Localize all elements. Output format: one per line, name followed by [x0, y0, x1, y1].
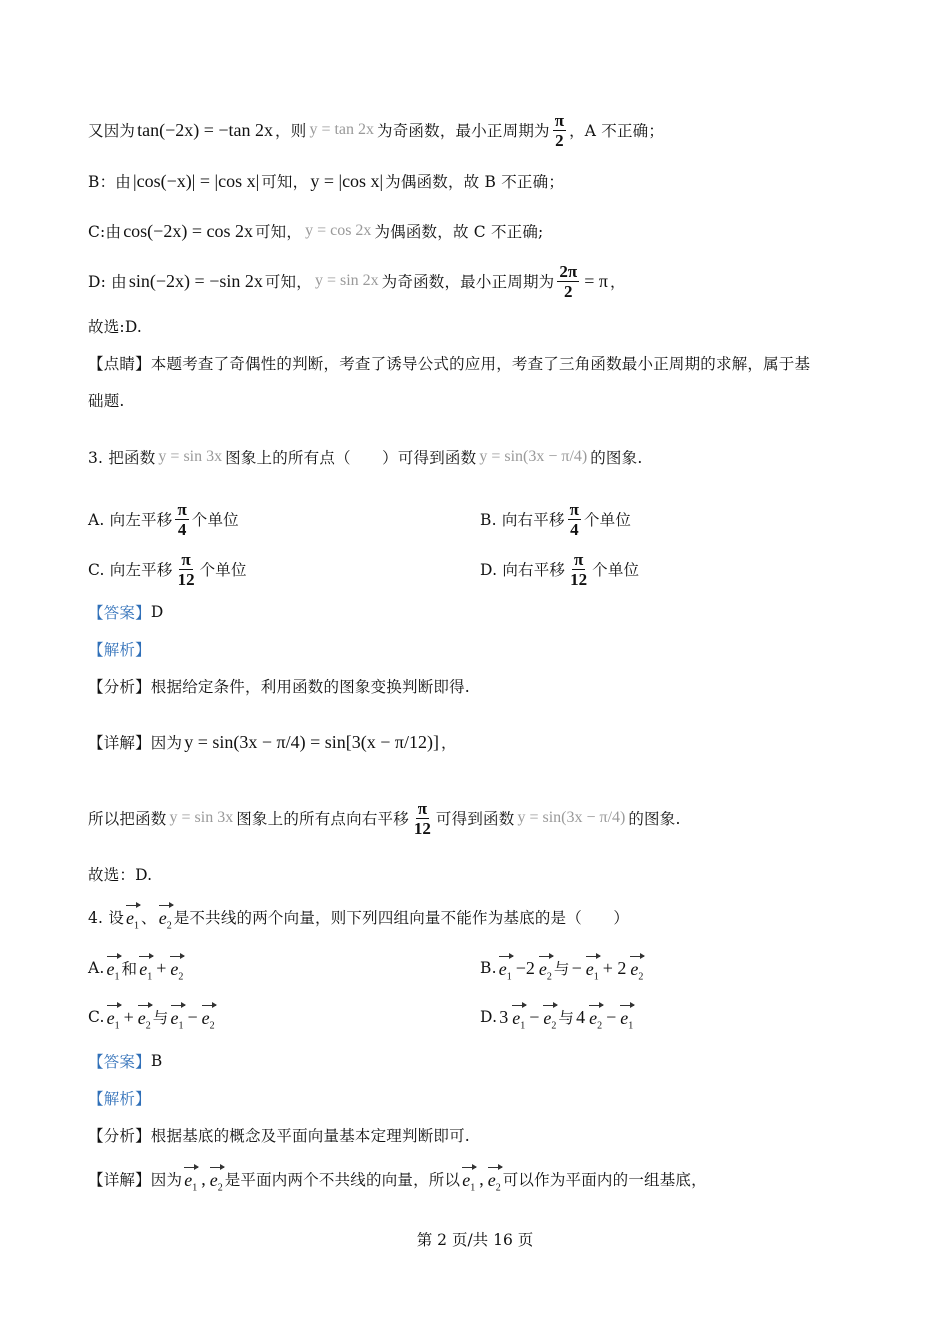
text-run: 为偶函数，故 C 不正确; — [374, 223, 544, 241]
section-label: 【答案】 — [88, 1053, 151, 1071]
vector-subscript: 2 — [217, 1182, 223, 1194]
math-expression: + — [156, 957, 167, 978]
vector-symbol: $e_2$ — [202, 1002, 215, 1032]
text-run: 是不共线的两个向量，则下列四组向量不能作为基底的是（ ） — [173, 909, 630, 927]
math-expression: , — [479, 1168, 484, 1189]
vector-symbol: $e_1$ — [107, 1002, 120, 1032]
vector-symbol: $e_2$ — [630, 953, 643, 983]
text-run: D: 由 — [88, 273, 127, 291]
page-footer: 第 2 页/共 16 页 — [416, 1231, 534, 1249]
text-line — [88, 948, 868, 988]
option-left — [88, 499, 239, 539]
text-run: ， — [440, 734, 457, 752]
text-run: 个单位 — [583, 511, 632, 529]
text-run: 故选：D. — [88, 866, 153, 884]
vector-subscript: 1 — [192, 1182, 198, 1194]
vector-subscript: 1 — [147, 971, 153, 983]
text-run: D — [150, 603, 164, 621]
math-expression: y = sin(3x − π/4) = sin[3(x − π/12)] — [184, 731, 439, 752]
text-run: 【分析】根据基底的概念及平面向量基本定理判断即可. — [88, 1127, 470, 1145]
text-line — [88, 110, 664, 150]
math-expression: y = |cos x| — [310, 170, 384, 191]
vector-subscript: 2 — [638, 971, 644, 983]
vector-symbol: $e_2$ — [543, 1002, 556, 1032]
vector-symbol: $e_2$ — [210, 1164, 223, 1194]
text-run: 可知， — [264, 273, 312, 291]
math-expression: sin(−2x) = −sin 2x — [128, 270, 263, 291]
vector-symbol: $e_2$ — [539, 953, 552, 983]
text-run: 4. 设 — [88, 909, 125, 927]
fraction-numerator: π — [417, 798, 428, 818]
vector-symbol: $e_2$ — [159, 902, 172, 932]
text-run: B — [150, 1052, 163, 1070]
fraction — [412, 799, 433, 838]
text-run: 【点睛】本题考查了奇偶性的判断，考查了诱导公式的应用，考查了三角函数最小正周期的求解，属于基 — [88, 355, 811, 373]
vector-symbol: $e_1$ — [139, 953, 152, 983]
text-line — [88, 161, 564, 201]
text-line — [88, 798, 681, 838]
option-right — [480, 499, 631, 539]
text-line — [88, 211, 543, 251]
fraction — [568, 500, 581, 539]
math-expression: + 2 — [602, 957, 627, 978]
vector-subscript: 1 — [114, 1020, 120, 1032]
text-run: 与 — [558, 1009, 575, 1027]
fraction-numerator: π — [569, 499, 579, 519]
fraction — [568, 550, 589, 589]
fraction-denominator: 12 — [177, 569, 195, 589]
text-run: 可知， — [261, 173, 309, 191]
text-line — [88, 897, 629, 937]
text-run: D. — [480, 1008, 498, 1026]
math-expression: + — [123, 1006, 134, 1027]
fraction-numerator: π — [554, 110, 565, 130]
text-line — [88, 1041, 162, 1081]
text-line — [88, 1115, 470, 1155]
text-line — [88, 380, 125, 420]
option-right — [480, 948, 645, 988]
vector-symbol: $e_2$ — [488, 1164, 501, 1194]
text-run: 可得到函数 — [435, 810, 515, 828]
vector-subscript: 2 — [178, 971, 184, 983]
text-run: 可知， — [254, 223, 303, 241]
text-run: ， — [609, 273, 626, 291]
fraction-numerator: π — [573, 549, 584, 569]
text-line — [88, 854, 152, 894]
text-line — [88, 1078, 151, 1118]
text-run: 【详解】因为 — [88, 1171, 183, 1189]
text-run: 与 — [152, 1009, 169, 1027]
math-expression: 3 — [499, 1006, 509, 1027]
vector-subscript: 1 — [506, 971, 512, 983]
text-run: 、 — [141, 909, 157, 927]
text-run: 【分析】根据给定条件，利用函数的图象变换判断即得. — [88, 678, 470, 696]
math-expression-image: y = sin 3x — [158, 448, 223, 465]
vector-symbol: $e_1$ — [512, 1002, 525, 1032]
vector-subscript: 1 — [114, 971, 120, 983]
text-line — [88, 722, 457, 762]
vector-subscript: 1 — [178, 1020, 184, 1032]
option-right — [480, 997, 635, 1037]
vector-subscript: 1 — [593, 971, 599, 983]
vector-subscript: 2 — [166, 920, 172, 932]
math-expression: tan(−2x) = −tan 2x — [137, 119, 274, 140]
fraction — [175, 500, 188, 539]
text-line — [88, 306, 142, 346]
text-run: 为奇函数，最小正周期为 — [377, 122, 550, 140]
text-run: C. — [88, 1008, 105, 1026]
text-run: 个单位 — [191, 511, 239, 529]
text-line — [88, 499, 868, 539]
text-run: D. 向右平移 — [480, 561, 566, 579]
math-expression: − — [529, 1006, 540, 1027]
option-left — [88, 948, 185, 988]
text-line — [88, 437, 642, 477]
text-run: 3. 把函数 — [88, 449, 156, 467]
text-run: 故选:D. — [88, 318, 143, 336]
fraction-denominator: 4 — [570, 519, 579, 539]
fraction-denominator: 12 — [570, 569, 588, 589]
text-run: 是平面内两个不共线的向量，所以 — [224, 1171, 461, 1189]
vector-symbol: $e_1$ — [126, 902, 139, 932]
math-expression-image: y = sin 3x — [169, 809, 234, 826]
vector-symbol: $e_1$ — [586, 953, 599, 983]
section-label: 【答案】 — [88, 604, 151, 622]
text-run: 又因为 — [88, 122, 136, 140]
text-run: 个单位 — [592, 561, 640, 579]
vector-subscript: 2 — [209, 1020, 215, 1032]
vector-subscript: 2 — [551, 1020, 557, 1032]
vector-subscript: 1 — [628, 1020, 634, 1032]
math-expression-image: y = sin(3x − π/4) — [517, 809, 626, 826]
text-run: 图象上的所有点向右平移 — [236, 810, 409, 828]
vector-subscript: 2 — [546, 971, 552, 983]
math-expression: |cos(−x)| = |cos x| — [133, 170, 260, 191]
text-run: 个单位 — [199, 561, 247, 579]
vector-symbol: $e_2$ — [170, 953, 183, 983]
vector-symbol: $e_1$ — [499, 953, 512, 983]
fraction — [176, 550, 197, 589]
vector-symbol: $e_1$ — [184, 1164, 197, 1194]
text-run: B. 向右平移 — [480, 511, 565, 529]
math-expression-image: y = tan 2x — [309, 121, 375, 138]
fraction-numerator: π — [181, 549, 191, 569]
text-run: A. 向左平移 — [88, 511, 173, 529]
math-expression: − — [187, 1006, 198, 1027]
fraction — [553, 111, 566, 150]
math-expression-image: y = cos 2x — [305, 222, 372, 239]
text-run: 所以把函数 — [88, 810, 167, 828]
math-expression-image: y = sin 2x — [314, 272, 379, 289]
vector-subscript: 2 — [145, 1020, 151, 1032]
option-left — [88, 997, 217, 1037]
text-run: ，则 — [275, 122, 307, 140]
fraction-denominator: 2 — [564, 281, 573, 301]
fraction-denominator: 2 — [555, 130, 564, 150]
section-label: 【解析】 — [88, 641, 151, 659]
vector-subscript: 1 — [134, 920, 140, 932]
text-run: 为偶函数，故 B 不正确； — [385, 173, 565, 191]
text-run: 为奇函数，最小正周期为 — [381, 273, 555, 291]
text-run: 的图象. — [590, 449, 643, 467]
text-run: A. — [88, 959, 105, 977]
fraction-denominator: 4 — [177, 519, 187, 539]
text-run: 与 — [553, 960, 570, 978]
math-expression: cos(−2x) = cos 2x — [123, 220, 253, 241]
text-run: ，A 不正确； — [569, 122, 665, 140]
text-run: B：由 — [88, 173, 131, 191]
math-expression: = π — [584, 270, 608, 291]
text-run: C:由 — [88, 223, 122, 241]
option-right — [480, 549, 639, 589]
text-line — [88, 997, 868, 1037]
fraction-numerator: 2π — [559, 261, 578, 281]
text-line — [88, 666, 470, 706]
vector-symbol: $e_1$ — [107, 953, 120, 983]
math-expression-image: y = sin(3x − π/4) — [479, 448, 588, 465]
option-left — [88, 549, 247, 589]
fraction-denominator: 12 — [413, 818, 431, 838]
vector-subscript: 1 — [470, 1182, 476, 1194]
vector-symbol: $e_2$ — [589, 1002, 602, 1032]
vector-subscript: 1 — [520, 1020, 526, 1032]
text-line — [88, 261, 626, 301]
text-line — [88, 1159, 707, 1199]
fraction-numerator: π — [177, 499, 187, 519]
vector-symbol: $e_1$ — [462, 1164, 475, 1194]
vector-symbol: $e_1$ — [620, 1002, 633, 1032]
vector-subscript: 2 — [495, 1182, 501, 1194]
math-expression: − — [606, 1006, 617, 1027]
text-line — [88, 549, 868, 589]
text-run: 和 — [121, 960, 138, 978]
text-line — [88, 343, 810, 383]
text-line — [88, 629, 151, 669]
text-run: 【详解】因为 — [88, 734, 183, 752]
section-label: 【解析】 — [88, 1090, 151, 1108]
text-run: B. — [480, 959, 497, 977]
vector-symbol: $e_1$ — [171, 1002, 184, 1032]
math-expression: −2 — [515, 957, 535, 978]
text-run: 的图象. — [628, 810, 681, 828]
text-run: 图象上的所有点（ ）可得到函数 — [225, 449, 477, 467]
text-run: 础题. — [88, 392, 125, 410]
vector-subscript: 2 — [597, 1020, 603, 1032]
math-expression: − — [571, 957, 582, 978]
text-run: C. 向左平移 — [88, 561, 173, 579]
math-expression: , — [201, 1168, 206, 1189]
math-expression: 4 — [576, 1006, 586, 1027]
text-run: 可以作为平面内的一组基底， — [502, 1171, 707, 1189]
fraction — [557, 262, 579, 301]
vector-symbol: $e_2$ — [138, 1002, 151, 1032]
text-line — [88, 592, 163, 632]
